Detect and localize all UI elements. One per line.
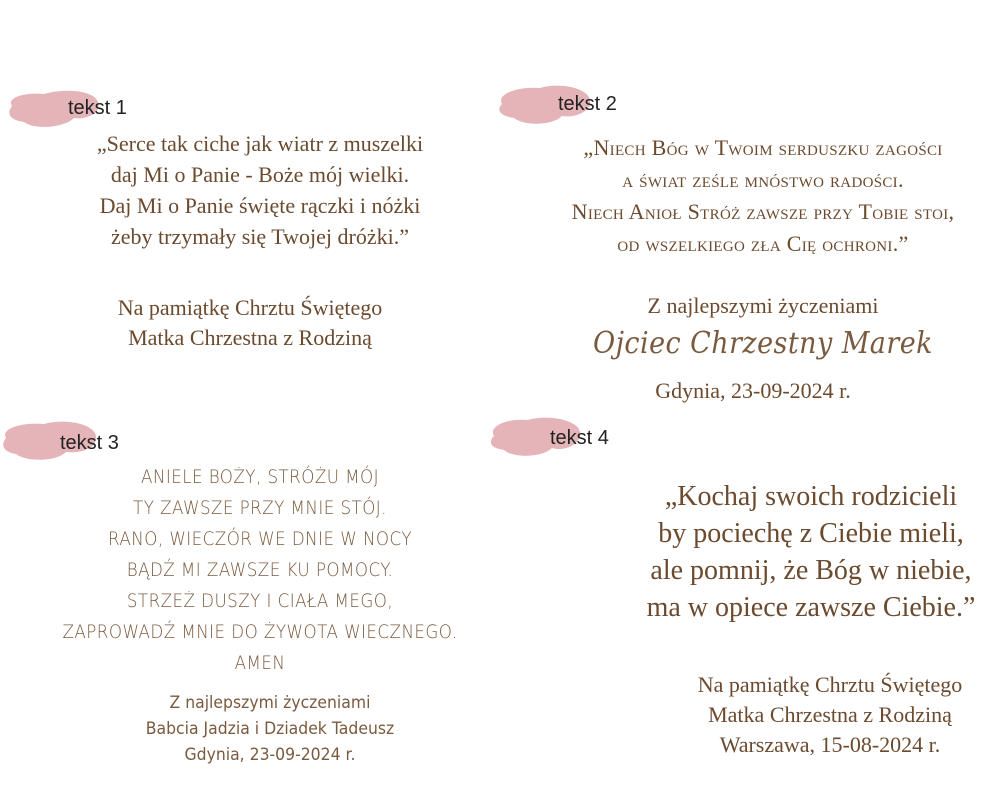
tag-tekst-1: tekst 1 (68, 97, 127, 119)
signature-line: Matka Chrzestna z Rodziną (128, 325, 372, 350)
verse-line: „Niech Bóg w Twoim serduszku zagości (583, 135, 943, 160)
signature-line: Na pamiątkę Chrztu Świętego (117, 295, 383, 320)
tag-tekst-2: tekst 2 (558, 93, 617, 115)
verse-line: AMEN (234, 652, 286, 674)
signature-line: Z najlepszymi życzeniami (169, 693, 371, 713)
verse-3 (49, 462, 471, 679)
verse-line: „Serce tak ciche jak wiatr z muszelki (96, 131, 424, 156)
verse-1 (30, 128, 490, 252)
verse-line: Niech Anioł Stróż zawsze przy Tobie stoi, (571, 199, 955, 224)
verse-line: „Kochaj swoich rodzicieli (664, 481, 958, 512)
handwritten-signature: Ojciec Chrzestny Marek (593, 326, 933, 361)
verse-line: TY ZAWSZE PRZY MNIE STÓJ. (133, 497, 387, 519)
verse-line: żeby trzymały się Twojej dróżki.” (110, 224, 409, 249)
verse-line: daj Mi o Panie - Boże mój wielki. (110, 162, 410, 187)
verse-line: RANO, WIECZÓR WE DNIE W NOCY (108, 528, 412, 550)
signature-line: Gdynia, 23-09-2024 r. (184, 745, 356, 765)
signature-line: Matka Chrzestna z Rodziną (708, 702, 952, 727)
tag-tekst-3: tekst 3 (60, 432, 119, 454)
signature-line: Na pamiątkę Chrztu Świętego (697, 672, 963, 697)
verse-line: ZAPROWADŹ MNIE DO ŻYWOTA WIECZNEGO. (62, 621, 458, 643)
verse-line: by pociechę z Ciebie mieli, (658, 518, 964, 549)
signature-1 (30, 293, 470, 353)
verse-4 (616, 478, 1006, 626)
signature-3 (49, 690, 491, 768)
verse-line: ale pomnij, że Bóg w niebie, (650, 555, 972, 586)
signature-line: Babcia Jadzia i Dziadek Tadeusz (145, 719, 395, 739)
verse-line: ANIELE BOŻY, STRÓŻU MÓJ (140, 466, 379, 488)
verse-line: a świat ześle mnóstwo radości. (622, 167, 904, 192)
tag-tekst-4: tekst 4 (550, 427, 609, 449)
verse-line: ma w opiece zawsze Ciebie.” (646, 592, 976, 623)
verse-2 (520, 132, 1006, 260)
verse-line: BĄDŹ MI ZAWSZE KU POMOCY. (126, 559, 394, 581)
verse-line: Daj Mi o Panie święte rączki i nóżki (99, 193, 421, 218)
verse-line: od wszelkiego zła Cię ochroni.” (617, 231, 909, 256)
verse-line: STRZEŻ DUSZY I CIAŁA MEGO, (126, 590, 394, 612)
place-date-2: Gdynia, 23-09-2024 r. (655, 378, 851, 403)
signature-line: Warszawa, 15-08-2024 r. (719, 732, 941, 757)
signature-4 (640, 670, 1006, 760)
greeting-2: Z najlepszymi życzeniami (647, 293, 879, 318)
